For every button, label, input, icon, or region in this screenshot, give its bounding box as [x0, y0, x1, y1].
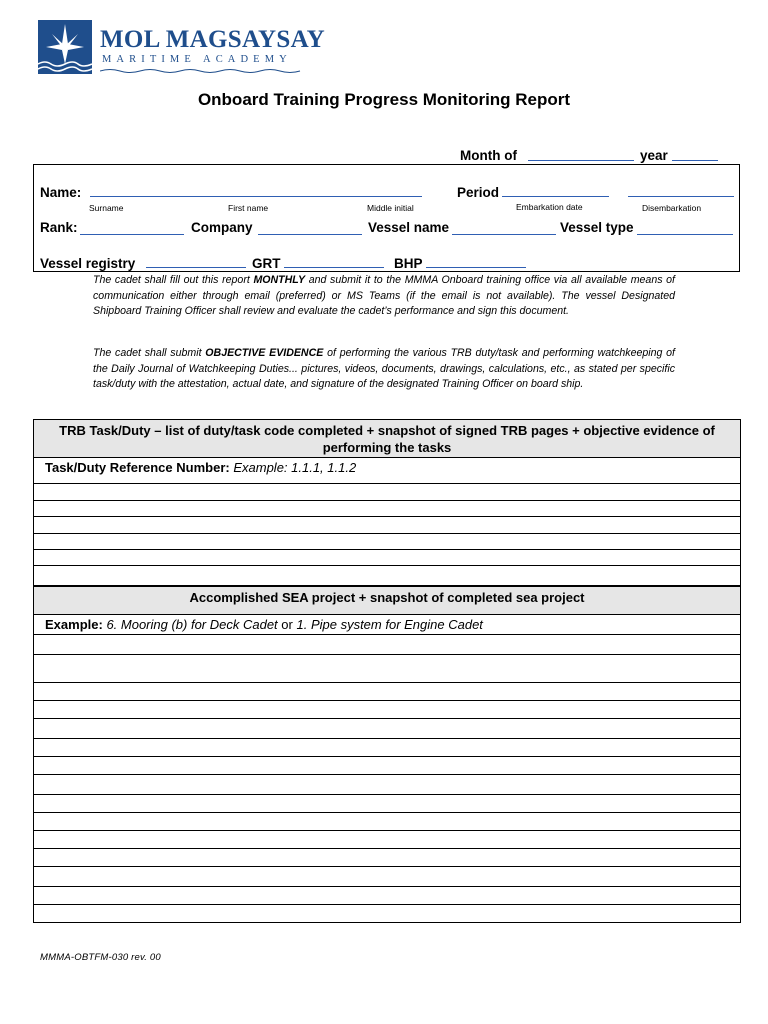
vessel-name-label: Vessel name	[368, 220, 450, 235]
period-label: Period	[457, 185, 500, 200]
name-label: Name:	[40, 185, 82, 200]
logo-wave-line	[100, 68, 306, 74]
table-row[interactable]	[34, 830, 740, 848]
first-name-caption: First name	[228, 203, 269, 213]
sea-table-header: Accomplished SEA project + snapshot of completed sea project	[34, 586, 740, 614]
year-field[interactable]	[672, 160, 718, 161]
vessel-type-label: Vessel type	[560, 220, 634, 235]
year-label: year	[640, 148, 668, 163]
table-row[interactable]	[34, 634, 740, 654]
cadet-info-box	[33, 164, 740, 272]
embarkation-caption: Embarkation date	[516, 202, 583, 212]
grt-label: GRT	[252, 256, 281, 271]
rank-label: Rank:	[40, 220, 78, 235]
vessel-registry-field[interactable]	[146, 267, 246, 268]
table-row[interactable]	[34, 565, 740, 586]
compass-star-icon	[38, 20, 92, 74]
table-row[interactable]	[34, 516, 740, 533]
company-field[interactable]	[258, 234, 362, 235]
instruction-paragraph-1: The cadet shall fill out this report MONTHLY and submit it to the MMMA Onboard training office via all available means of communication either through email (preferred) or MS Teams (if the email is not available). The vessel Designated Shipboard Training Officer shall review and evaluate the cadet’s performance and sign this document.	[93, 274, 675, 318]
table-row[interactable]	[34, 848, 740, 866]
logo-subtitle: MARITIME ACADEMY	[102, 54, 292, 65]
table-row[interactable]	[34, 654, 740, 682]
page-title: Onboard Training Progress Monitoring Report	[197, 90, 571, 109]
table-row[interactable]	[34, 904, 740, 923]
table-row[interactable]	[34, 700, 740, 718]
month-label: Month of	[460, 148, 517, 163]
sea-example-row[interactable]: Example: 6. Mooring (b) for Deck Cadet or 1. Pipe system for Engine Cadet	[34, 614, 740, 638]
table-row[interactable]	[34, 774, 740, 794]
surname-caption: Surname	[89, 203, 124, 213]
table-row[interactable]	[34, 812, 740, 830]
name-field[interactable]	[90, 196, 422, 197]
table-row[interactable]	[34, 738, 740, 756]
table-row[interactable]	[34, 500, 740, 516]
company-label: Company	[191, 220, 253, 235]
instruction-paragraph-2: The cadet shall submit OBJECTIVE EVIDENCE of performing the various TRB duty/task and performing watchkeeping of the Daily Journal of Watchkeeping Duties... pictures, videos, documents, drawings, calculations, etc., as stated per specific task/duty with the attestation, actual date, and signature of the designated Training Officer on board ship.	[93, 347, 675, 391]
trb-task-table	[33, 419, 741, 586]
middle-initial-caption: Middle initial	[367, 203, 414, 213]
vessel-registry-label: Vessel registry	[40, 256, 136, 271]
table-row[interactable]	[34, 549, 740, 565]
table-row[interactable]	[34, 794, 740, 812]
vessel-name-field[interactable]	[452, 234, 556, 235]
table-row[interactable]	[34, 682, 740, 700]
table-row[interactable]	[34, 756, 740, 774]
trb-table-header: TRB Task/Duty – list of duty/task code completed + snapshot of signed TRB pages + objective evidence of performing the tasks	[34, 420, 740, 457]
rank-field[interactable]	[80, 234, 184, 235]
table-row[interactable]	[34, 718, 740, 738]
academy-logo	[38, 20, 326, 74]
sea-project-table	[33, 585, 741, 923]
vessel-type-field[interactable]	[637, 234, 733, 235]
disembarkation-caption: Disembarkation	[642, 203, 702, 213]
bhp-label: BHP	[394, 256, 423, 271]
table-row[interactable]	[34, 866, 740, 886]
task-reference-row[interactable]: Task/Duty Reference Number: Example: 1.1.1, 1.1.2	[34, 457, 740, 483]
form-code-footer: MMMA-OBTFM-030 rev. 00	[40, 952, 161, 963]
bhp-field[interactable]	[426, 267, 526, 268]
grt-field[interactable]	[284, 267, 384, 268]
table-row[interactable]	[34, 533, 740, 549]
disembarkation-field[interactable]	[628, 196, 734, 197]
embarkation-field[interactable]	[502, 196, 609, 197]
logo-name: MOL MAGSAYSAY	[100, 26, 326, 53]
table-row[interactable]	[34, 886, 740, 904]
month-field[interactable]	[528, 160, 634, 161]
table-row[interactable]	[34, 483, 740, 500]
